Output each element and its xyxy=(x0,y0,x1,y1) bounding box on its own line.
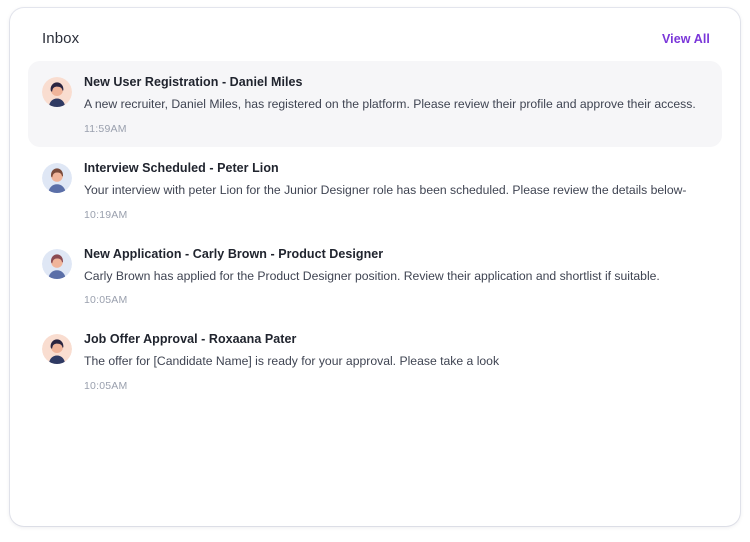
message-title: Interview Scheduled - Peter Lion xyxy=(84,160,279,175)
list-item[interactable] xyxy=(28,147,722,233)
view-all-link[interactable]: View All xyxy=(661,31,710,46)
page-title: Inbox xyxy=(42,30,80,47)
message-body xyxy=(84,161,702,221)
message-title: Job Offer Approval - Roxaana Pater xyxy=(84,332,297,347)
inbox-card xyxy=(10,8,740,526)
message-time: 10:05AM xyxy=(84,380,128,393)
list-item[interactable] xyxy=(28,318,722,404)
message-text: A new recruiter, Daniel Miles, has registered on the platform. Please review their profile and approve their access. xyxy=(84,97,696,111)
list-item[interactable] xyxy=(28,233,722,319)
message-time: 11:59AM xyxy=(84,122,127,135)
message-text: Carly Brown has applied for the Product Designer position. Review their application and shortlist if suitable. xyxy=(84,268,660,283)
list-item[interactable] xyxy=(28,61,722,147)
avatar xyxy=(42,334,72,364)
message-time: 10:05AM xyxy=(84,294,128,307)
message-time: 10:19AM xyxy=(84,208,128,221)
message-title: New Application - Carly Brown - Product Designer xyxy=(84,246,384,261)
message-title: New User Registration - Daniel Miles xyxy=(84,75,303,89)
message-text: Your interview with peter Lion for the Junior Designer role has been scheduled. Please review the details below- xyxy=(84,182,687,197)
inbox-header xyxy=(28,30,722,47)
inbox-list xyxy=(28,61,722,404)
avatar xyxy=(42,249,72,279)
message-body xyxy=(84,247,702,307)
message-body xyxy=(84,332,702,392)
message-text: The offer for [Candidate Name] is ready for your approval. Please take a look xyxy=(84,354,500,369)
avatar xyxy=(42,163,72,193)
avatar xyxy=(42,77,72,107)
message-body xyxy=(84,75,702,135)
